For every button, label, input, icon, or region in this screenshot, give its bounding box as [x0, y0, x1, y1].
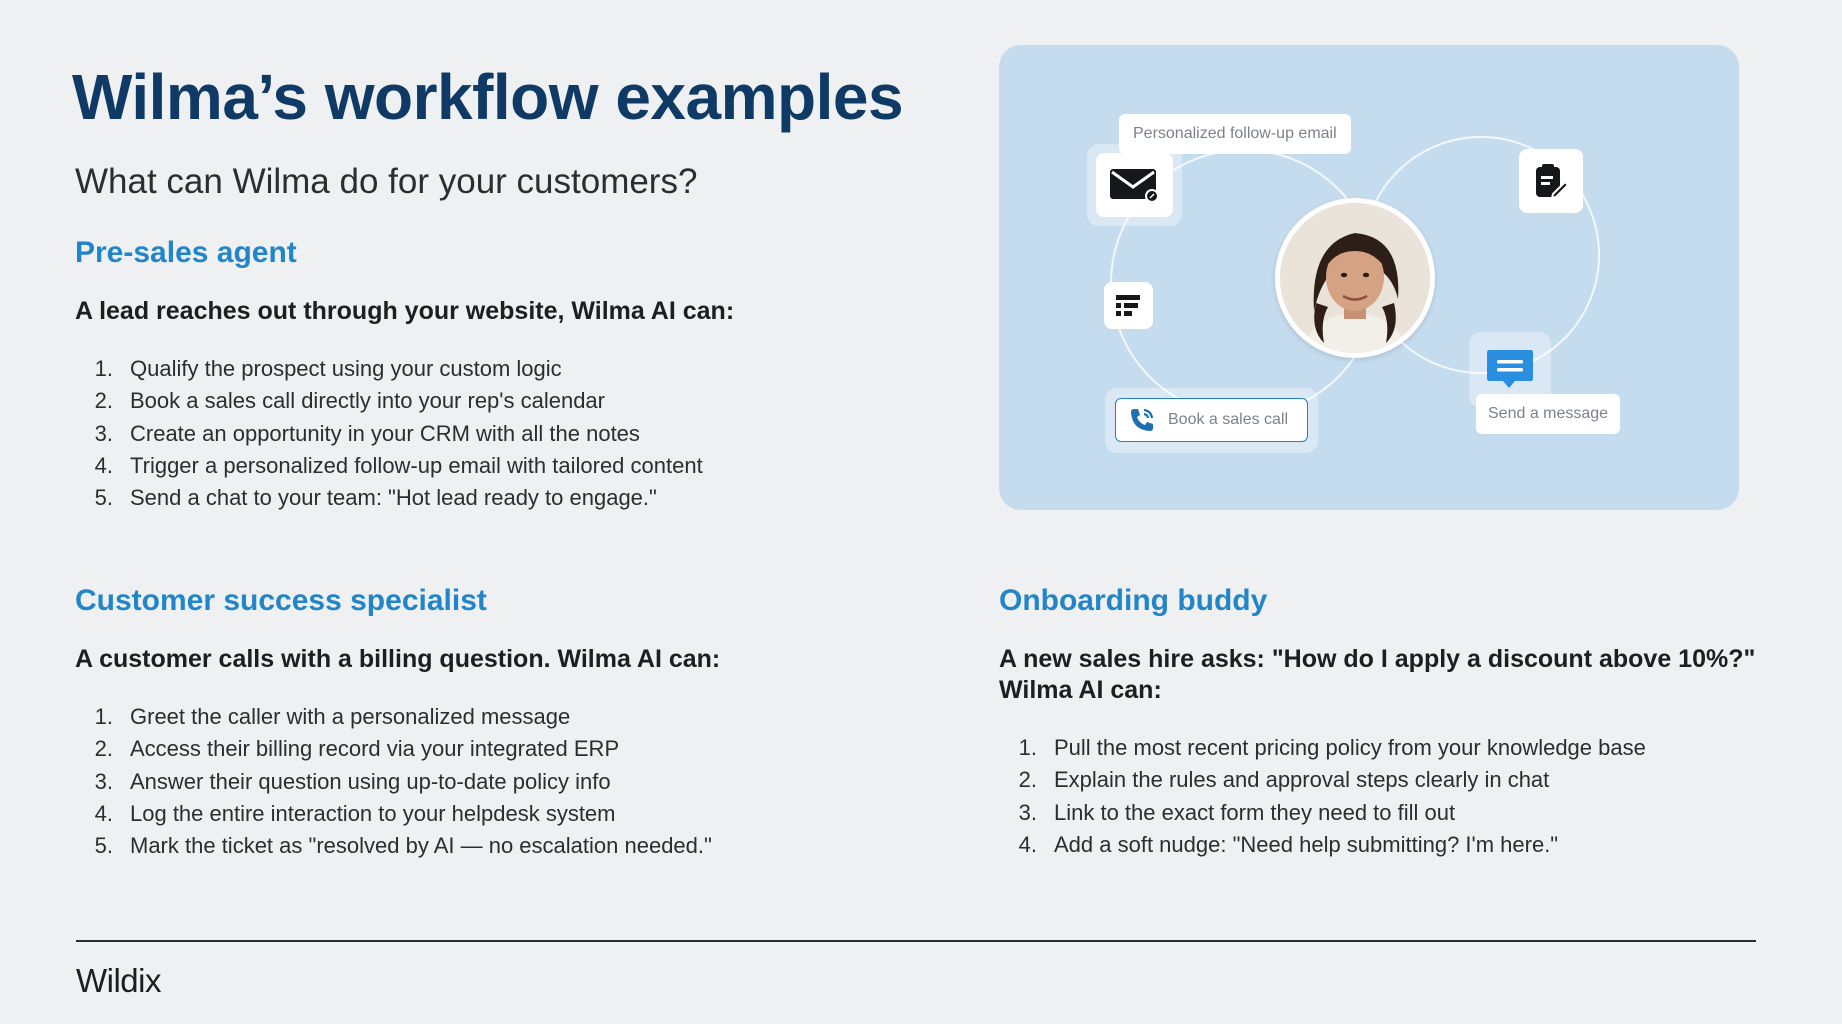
item-text: Book a sales call directly into your rep's calendar — [130, 388, 605, 414]
list-item — [999, 829, 1759, 861]
page-subtitle: What can Wilma do for your customers? — [75, 162, 698, 201]
item-number: 5. — [94, 833, 113, 859]
item-text: Log the entire interaction to your helpdesk system — [130, 800, 616, 826]
item-text: Link to the exact form they need to fill out — [1054, 799, 1456, 825]
list-item — [75, 798, 935, 830]
send-message-chip: Send a message — [1476, 394, 1620, 434]
item-number: 1. — [1018, 735, 1037, 760]
item-text: Add a soft nudge: "Need help submitting? I'm here." — [1054, 831, 1559, 857]
form-list-icon — [1104, 282, 1153, 329]
avatar — [1275, 198, 1435, 358]
list-item — [999, 732, 1759, 764]
email-chip: Personalized follow-up email — [1119, 114, 1351, 154]
item-number: 4. — [1018, 831, 1037, 857]
item-number: 2. — [1018, 767, 1037, 793]
section-heading: Onboarding buddy — [999, 584, 1268, 617]
item-number: 2. — [94, 388, 113, 414]
item-text: Create an opportunity in your CRM with all the notes — [130, 420, 640, 446]
item-text: Send a chat to your team: "Hot lead ready to engage." — [130, 485, 657, 511]
page-title: Wilma’s workflow examples — [72, 61, 904, 133]
item-text: Mark the ticket as "resolved by AI — no escalation needed." — [130, 833, 712, 859]
steps-list — [75, 353, 935, 514]
section-heading: Customer success specialist — [75, 584, 487, 617]
steps-list — [999, 732, 1759, 861]
wildix-logo: Wildix — [76, 962, 161, 999]
list-item — [75, 733, 935, 765]
item-number: 1. — [94, 704, 113, 729]
list-item — [75, 482, 935, 514]
note-edit-icon — [1519, 149, 1583, 213]
item-number: 1. — [94, 356, 113, 381]
item-text: Greet the caller with a personalized message — [130, 704, 571, 729]
footer-divider — [76, 940, 1756, 942]
section-customer-success — [75, 584, 935, 862]
list-item — [75, 766, 935, 798]
item-number: 2. — [94, 736, 113, 762]
item-text: Pull the most recent pricing policy from your knowledge base — [1054, 735, 1646, 760]
section-heading: Pre-sales agent — [75, 236, 297, 269]
section-intro: A lead reaches out through your website, Wilma AI can: — [75, 297, 735, 325]
item-number: 3. — [94, 420, 113, 446]
list-item — [75, 418, 935, 450]
list-item — [75, 701, 935, 733]
list-item — [75, 830, 935, 862]
item-number: 3. — [94, 768, 113, 794]
chat-bubble-icon — [1478, 341, 1542, 397]
section-intro: A new sales hire asks: "How do I apply a discount above 10%?" Wilma AI can: — [999, 645, 1756, 704]
section-onboarding-buddy — [999, 584, 1759, 861]
list-item — [999, 797, 1759, 829]
item-number: 3. — [1018, 799, 1037, 825]
workflow-illustration — [999, 45, 1739, 510]
item-number: 4. — [94, 800, 113, 826]
steps-list — [75, 701, 935, 862]
item-number: 4. — [94, 452, 113, 478]
list-item — [75, 450, 935, 482]
list-item — [75, 353, 935, 385]
section-intro: A customer calls with a billing question. Wilma AI can: — [75, 645, 721, 673]
item-text: Access their billing record via your integrated ERP — [130, 736, 620, 762]
item-text: Qualify the prospect using your custom logic — [130, 356, 562, 381]
section-presales-agent — [75, 236, 935, 514]
book-call-chip — [1115, 398, 1308, 442]
book-call-label: Book a sales call — [1168, 411, 1289, 428]
list-item — [999, 764, 1759, 796]
item-number: 5. — [94, 485, 113, 511]
envelope-icon — [1096, 153, 1173, 217]
list-item — [75, 385, 935, 417]
item-text: Answer their question using up-to-date policy info — [130, 768, 611, 794]
phone-icon — [1128, 406, 1156, 434]
item-text: Trigger a personalized follow-up email with tailored content — [130, 452, 703, 478]
item-text: Explain the rules and approval steps clearly in chat — [1054, 767, 1550, 793]
